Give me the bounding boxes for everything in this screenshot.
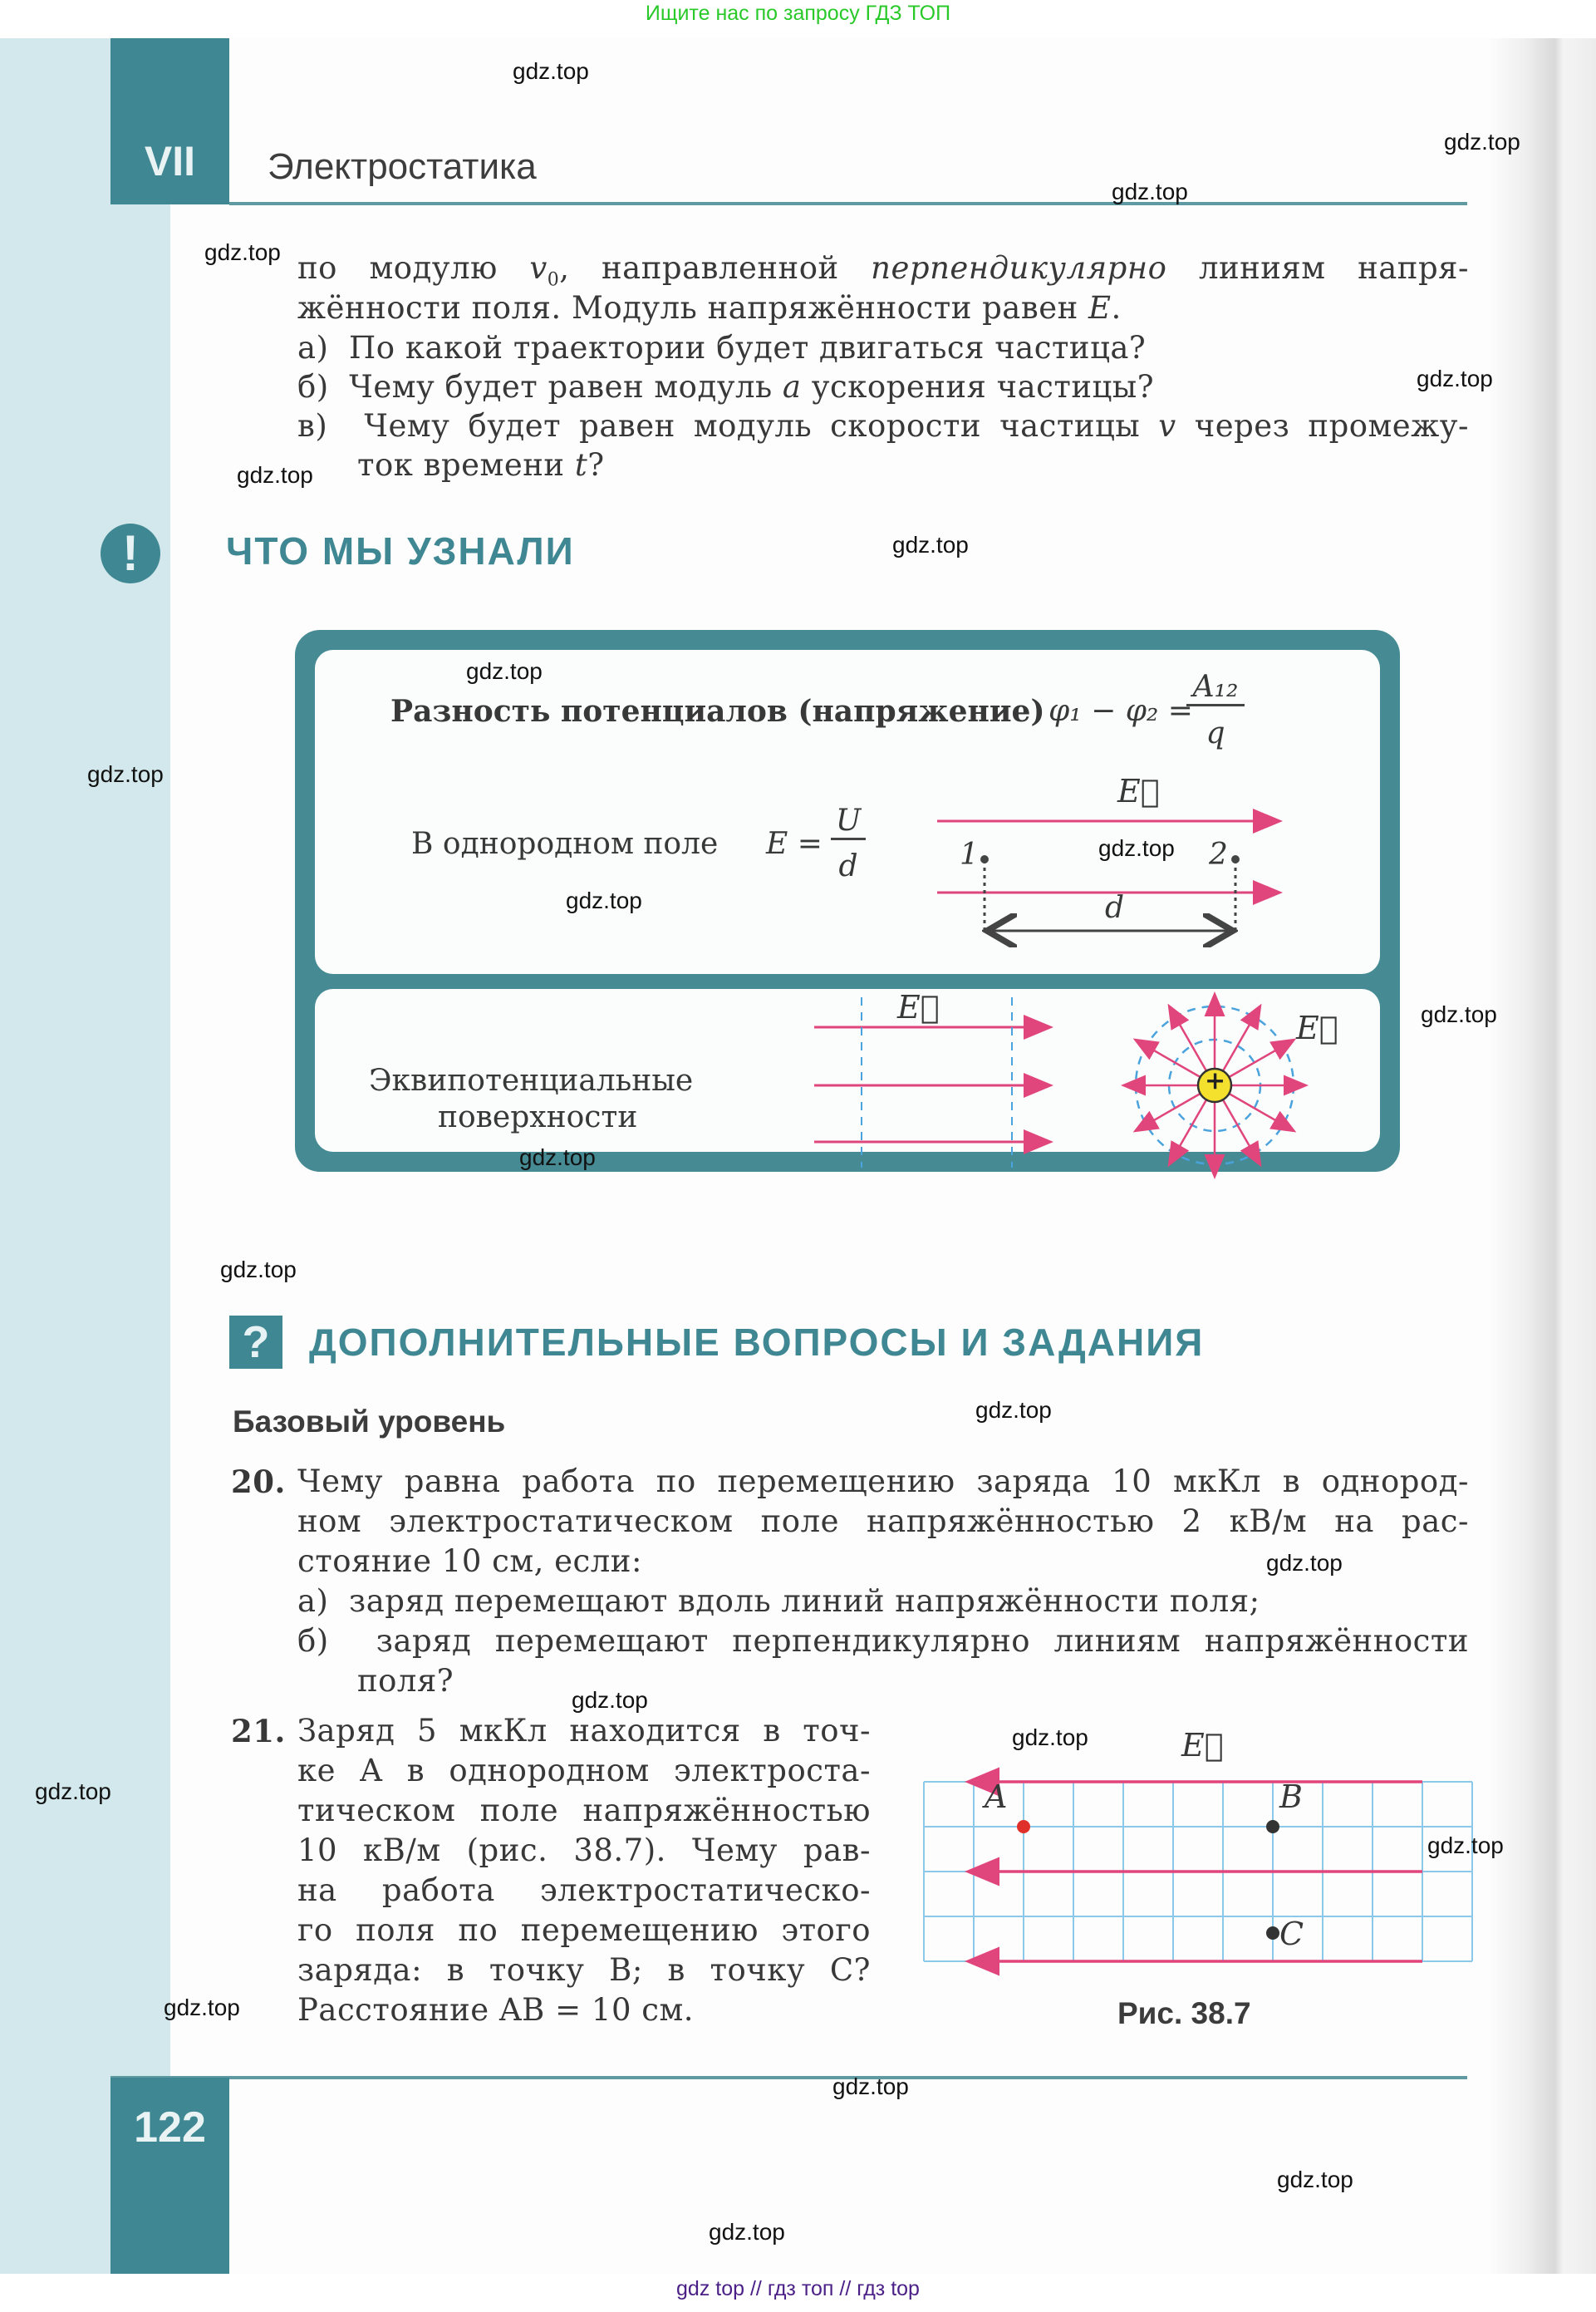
bottom-banner: gdz top // гдз топ // гдз top — [676, 2277, 920, 2300]
problem-21-line-7: заряда: в точку B; в точку C? — [297, 1952, 871, 1988]
exclamation-icon: ! — [101, 524, 160, 583]
problem-21-line-5: на работа электростатическо- — [297, 1872, 871, 1908]
top-banner: Ищите нас по запросу ГДЗ ТОП — [645, 2, 951, 25]
problem-20-line-3: стояние 10 см, если: — [297, 1543, 642, 1579]
intro-line-2: жённости поля. Модуль напряжённости равен E. — [297, 290, 1122, 326]
potential-difference-formula-lhs: φ₁ − φ₂ = — [1048, 694, 1193, 728]
page-binding-shadow — [1487, 38, 1596, 2274]
extra-heading: ДОПОЛНИТЕЛЬНЫЕ ВОПРОСЫ И ЗАДАНИЯ — [309, 1321, 1205, 1364]
positive-charge-sign: + — [1205, 1066, 1226, 1095]
question-c: в) Чему будет равен модуль скорости частицы v через промежу- — [297, 408, 1470, 444]
watermark: gdz.top — [572, 1687, 648, 1713]
watermark: gdz.top — [466, 658, 543, 684]
watermark: gdz.top — [519, 1144, 596, 1170]
equipotential-diagram — [748, 981, 1412, 1180]
watermark: gdz.top — [513, 58, 589, 84]
question-b: б) Чему будет равен модуль a ускорения частицы? — [297, 369, 1155, 405]
problem-21-line-6: го поля по перемещению этого — [297, 1912, 871, 1948]
chapter-title: Электростатика — [268, 146, 537, 187]
problem-20-line-2: ном электростатическом поле напряжённостью 2 кВ/м на рас- — [297, 1503, 1469, 1539]
problem-21-number: 21. — [231, 1713, 286, 1749]
watermark: gdz.top — [1421, 1001, 1497, 1027]
formula-numerator: A₁₂ — [1186, 670, 1245, 706]
distance-d-label: d — [1105, 891, 1125, 925]
equipotential-label-line1: Эквипотенциальные — [369, 1064, 694, 1098]
uniform-formula-numerator: U — [831, 804, 866, 840]
problem-21-line-3: тическом поле напряжённостью — [297, 1793, 871, 1828]
watermark: gdz.top — [35, 1778, 111, 1804]
level-heading: Базовый уровень — [233, 1404, 506, 1439]
problem-21-line-4: 10 кВ/м (рис. 38.7). Чему рав- — [297, 1832, 871, 1868]
watermark: gdz.top — [1427, 1832, 1504, 1858]
potential-difference-label: Разность потенциалов (напряжение) — [390, 694, 1045, 729]
watermark: gdz.top — [87, 761, 164, 787]
watermark: gdz.top — [709, 2219, 785, 2245]
header-rule — [229, 202, 1467, 205]
question-a: а) По какой траектории будет двигаться частица? — [297, 330, 1147, 366]
uniform-field-e-label: E⃗ — [1117, 773, 1160, 809]
intro-line-1: по модулю $v_0$, направленной перпендикулярно линиям напря- — [297, 250, 1469, 291]
watermark: gdz.top — [1112, 179, 1188, 204]
point-c-label: C — [1279, 1916, 1304, 1952]
question-c-cont: ток времени t? — [357, 447, 605, 483]
watermark: gdz.top — [1012, 1724, 1088, 1750]
problem-20-line-1: Чему равна работа по перемещению заряда 10 мкКл в однород- — [297, 1463, 1469, 1499]
watermark: gdz.top — [1266, 1550, 1343, 1576]
point-a-label: A — [985, 1778, 1008, 1815]
watermark: gdz.top — [204, 239, 281, 265]
watermark: gdz.top — [220, 1257, 297, 1282]
problem-20-item-a: а) заряд перемещают вдоль линий напряжённости поля; — [297, 1583, 1260, 1619]
problem-20-item-b-cont: поля? — [357, 1663, 454, 1699]
uniform-field-formula-lhs: E = — [766, 827, 823, 861]
footer-rule — [110, 2076, 1467, 2079]
question-mark-icon: ? — [229, 1316, 282, 1369]
point-2-label: 2 — [1209, 838, 1228, 872]
problem-20-number: 20. — [231, 1463, 286, 1500]
equipotential-radial-e-label: E⃗ — [1296, 1010, 1338, 1046]
equipotential-label-line2: поверхности — [438, 1100, 638, 1134]
point-1-label: 1 — [960, 838, 979, 872]
watermark: gdz.top — [566, 888, 642, 913]
margin-strip — [0, 38, 170, 2274]
problem-21-line-1: Заряд 5 мкКл находится в точ- — [297, 1713, 871, 1749]
equipotential-uniform-e-label: E⃗ — [897, 989, 940, 1026]
figure-e-label: E⃗ — [1181, 1727, 1224, 1764]
watermark: gdz.top — [1444, 129, 1520, 155]
uniform-formula-denominator: d — [838, 849, 858, 883]
chapter-number: VII — [144, 138, 196, 184]
watermark: gdz.top — [1277, 2167, 1353, 2192]
watermark: gdz.top — [975, 1397, 1052, 1423]
watermark: gdz.top — [832, 2073, 909, 2099]
watermark: gdz.top — [164, 1995, 240, 2020]
problem-21-line-8: Расстояние AB = 10 см. — [297, 1992, 695, 2028]
formula-denominator: q — [1206, 716, 1225, 750]
point-b-label: B — [1279, 1778, 1303, 1815]
uniform-field-label: В однородном поле — [411, 827, 719, 861]
watermark: gdz.top — [1098, 835, 1175, 861]
page-number: 122 — [134, 2103, 206, 2152]
watermark: gdz.top — [237, 462, 313, 488]
figure-caption: Рис. 38.7 — [1117, 1996, 1251, 2030]
problem-21-line-2: ке A в однородном электроста- — [297, 1753, 871, 1788]
problem-20-item-b: б) заряд перемещают перпендикулярно линиям напряжённости — [297, 1623, 1469, 1659]
summary-heading: ЧТО МЫ УЗНАЛИ — [226, 529, 575, 573]
watermark: gdz.top — [1417, 366, 1493, 391]
watermark: gdz.top — [892, 532, 969, 558]
